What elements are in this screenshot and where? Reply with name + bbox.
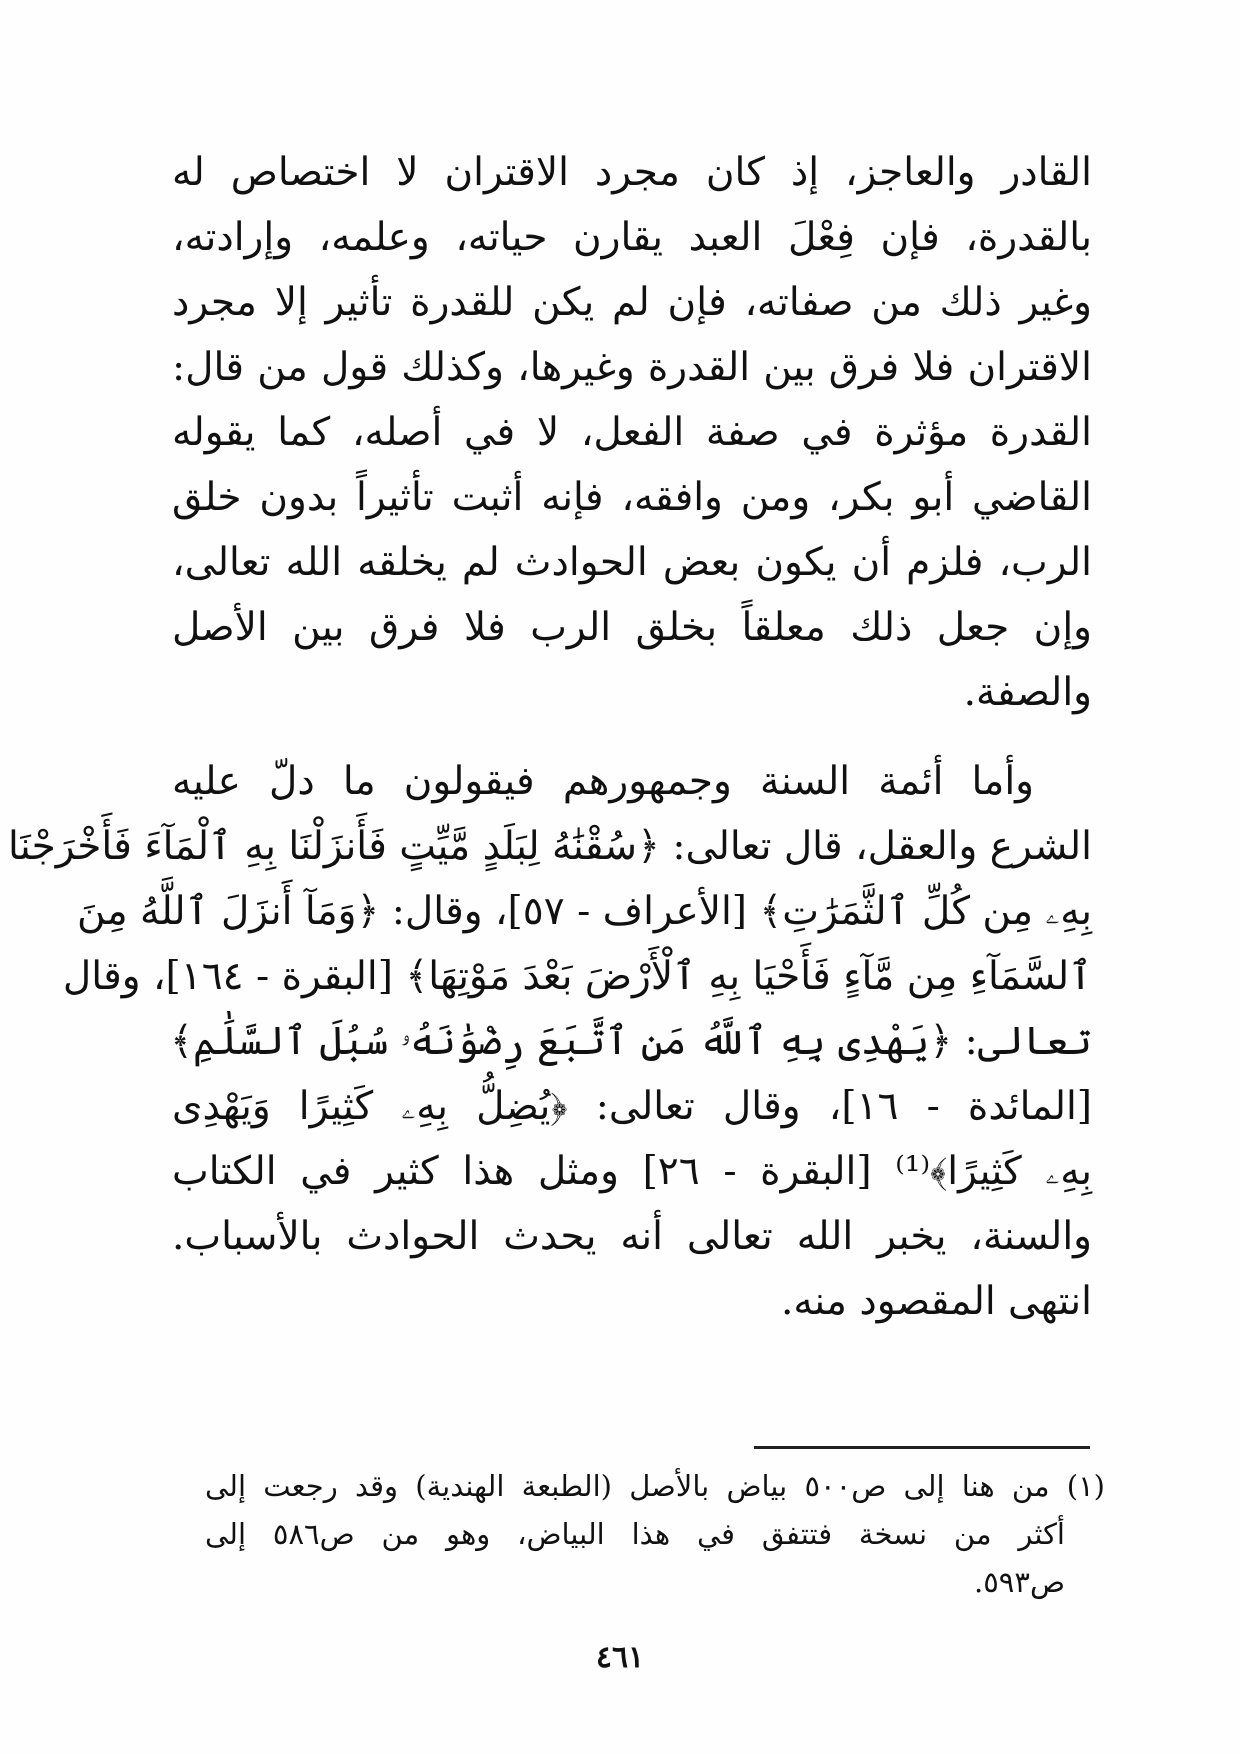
footnote-line: (١) من هنا إلى ص٥٠٠ بياض بالأصل (الطبعة الهندية) وقد رجعت إلى [205, 1469, 1105, 1503]
footnotes [205, 1462, 1105, 1606]
footnote-separator [754, 1446, 1090, 1449]
footnote-line: ص٥٩٣. [973, 1565, 1065, 1599]
text-line-with-quran-verse: الشرع والعقل، قال تعالى: ﴿سُقْنَٰهُ لِبَلَدٍ مَّيِّتٍ فَأَنزَلْنَا بِهِ ٱلْمَآءَ فَأَخْرَجْنَا [8, 824, 1092, 869]
text-line: الرب، فلزم أن يكون بعض الحوادث لم يخلقه الله تعالى، [172, 540, 1092, 585]
page-number: ٤٦١ [595, 1640, 645, 1675]
text-line: انتهى المقصود منه. [780, 1279, 1092, 1324]
text-line-with-quran-verse: بِهِۦ كَثِيرًا﴾⁽¹⁾ [البقرة - ٢٦] ومثل هذا كثير في الكتاب [172, 1149, 1092, 1194]
paragraph-1 [172, 140, 1092, 725]
text-line: والصفة. [963, 670, 1092, 715]
text-line: القدرة مؤثرة في صفة الفعل، لا في أصله، كما يقوله [172, 410, 1092, 455]
main-text [8, 140, 1093, 1334]
text-line: القاضي أبو بكر، ومن وافقه، فإنه أثبت تأثيراً بدون خلق [172, 475, 1092, 520]
text-line: القادر والعاجز، إذ كان مجرد الاقتران لا اختصاص له [172, 150, 1092, 195]
paragraph-2 [8, 749, 1093, 1334]
text-line: وأما أئمة السنة وجمهورهم فيقولون ما دلّ عليه [172, 759, 1034, 804]
text-line-with-quran-verse: ٱلسَّمَآءِ مِن مَّآءٍ فَأَحْيَا بِهِ ٱلْأَرْضَ بَعْدَ مَوْتِهَا﴾ [البقرة - ١٦٤]، وقال [62, 954, 1092, 999]
text-line-with-quran-verse: بِهِۦ مِن كُلِّ ٱلثَّمَرَٰتِ﴾ [الأعراف - ٥٧]، وقال: ﴿وَمَآ أَنزَلَ ٱللَّهُ مِنَ [77, 889, 1092, 934]
text-line: والسنة، يخبر الله تعالى أنه يحدث الحوادث بالأسباب. [172, 1214, 1092, 1259]
text-line-with-quran-verse: [المائدة - ١٦]، وقال تعالى: ﴿يُضِلُّ بِهِۦ كَثِيرًا وَيَهْدِى [172, 1084, 1093, 1129]
text-line: الاقتران فلا فرق بين القدرة وغيرها، وكذلك قول من قال: [172, 345, 1092, 390]
text-line: بالقدرة، فإن فِعْلَ العبد يقارن حياته، وعلمه، وإرادته، [172, 215, 1092, 260]
text-line: وإن جعل ذلك معلقاً بخلق الرب فلا فرق بين الأصل [172, 605, 1092, 650]
paragraph-gap [172, 725, 1092, 749]
text-line-with-quran-verse: تعالى: ﴿يَهْدِى بِهِ ٱللَّهُ مَنِ ٱتَّبَعَ رِضْوَٰنَهُۥ سُبُلَ ٱلسَّلَٰمِ﴾ [170, 1019, 1092, 1064]
footnote-line: أكثر من نسخة فتتفق في هذا البياض، وهو من ص٥٨٦ إلى [205, 1517, 1065, 1551]
text-line: وغير ذلك من صفاته، فإن لم يكن للقدرة تأثير إلا مجرد [172, 280, 1092, 325]
